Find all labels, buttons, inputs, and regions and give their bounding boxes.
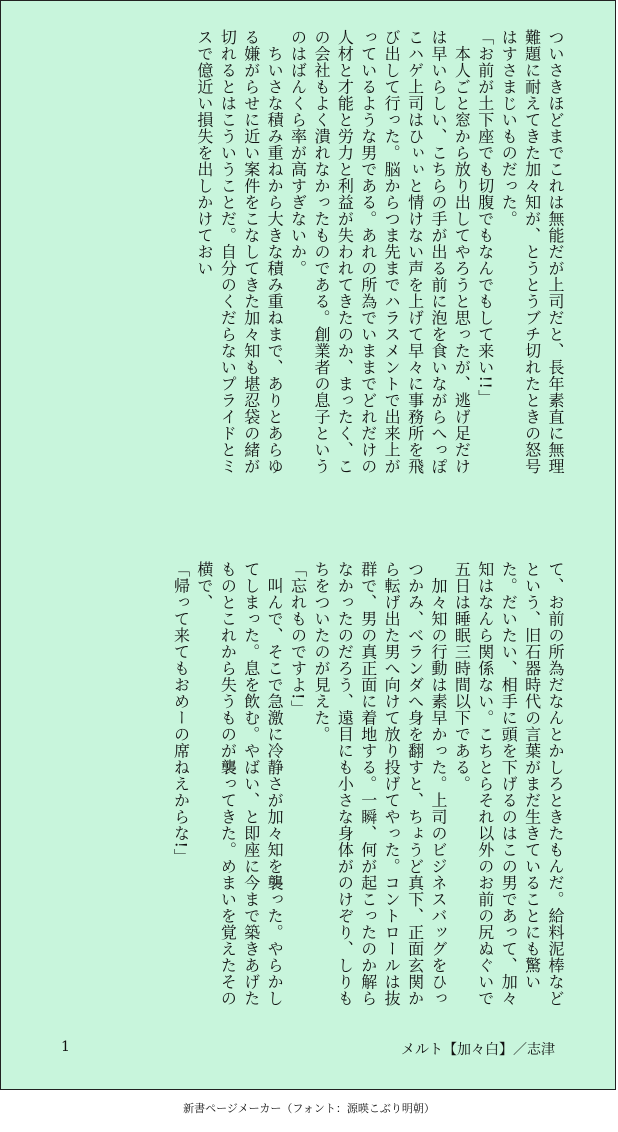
lower-text-block: て、お前の所為だなんとかしろときたもんだ。給料泥棒などという、旧石器時代の言葉がまだ生きていることにも驚いた。だいたい、相手に頭を下げるのはこの男であって、加々知はなんら関係ない。こちとらそれ以外のお前の尻ぬぐいで五日は睡眠三時間以下である。 加々知の行動は素早かった。上司のビジネスバッグをひっつかみ、ベランダへ身を翻すと、ちょうど真下、正面玄関から転げ出た男へ向けて放り投げてやった。コントロールは抜群で、男の真正面に着地する。一瞬、何が起こったのか解らなかったのだろう、遠目にも小さな身体がのけぞり、しりもちをついたのが見えた。 「忘れものですよ!」 叫んで、そこで急激に冷静さが加々知を襲った。やらかしてしまった。息を飲む。やばい、と即座に今まで築きあげたものとこれから失うものが襲ってきた。めまいを覚えたその横で、 「帰って来てもおめーの席ねえからな!」 <box>171 561 565 1007</box>
page-number: 1 <box>61 1039 70 1055</box>
byline: メルト【加々白】／志津 <box>401 1042 555 1058</box>
upper-text-block: ついさきほどまでこれは無能だが上司だと、長年素直に無理難題に耐えてきた加々知が、とうとうブチ切れたときの怒号はすさまじいものだった。 「お前が土下座でも切腹でもなんでもして来い!!」 本人ごと窓から放り出してやろうと思ったが、逃げ足だけは早いらしい、こちらの手が出る前に泡を食いながらへっぽこハゲ上司はひぃぃと情けない声を上げて早々に事務所を飛び出して行った。脳からつま先までハラスメントで出来上がっているような男である。あれの所為でいままでどれだけの人材と才能と労力と利益が失われてきたのか、まったく、この会社もよく潰れなかったものである。創業者の息子というのはばんくら率が高すぎないか。 ちいさな積み重ねから大きな積み重ねまで、ありとあらゆる嫌がらせに近い案件をこなしてきた加々知も堪忍袋の緒が切れるとはこういうことだ。自分のくだらないプライドとミスで億近い損失を出しかけておい <box>194 29 565 475</box>
generator-credit: 新書ページメーカー（フォント：源暎こぶり明朝） <box>183 1102 435 1115</box>
